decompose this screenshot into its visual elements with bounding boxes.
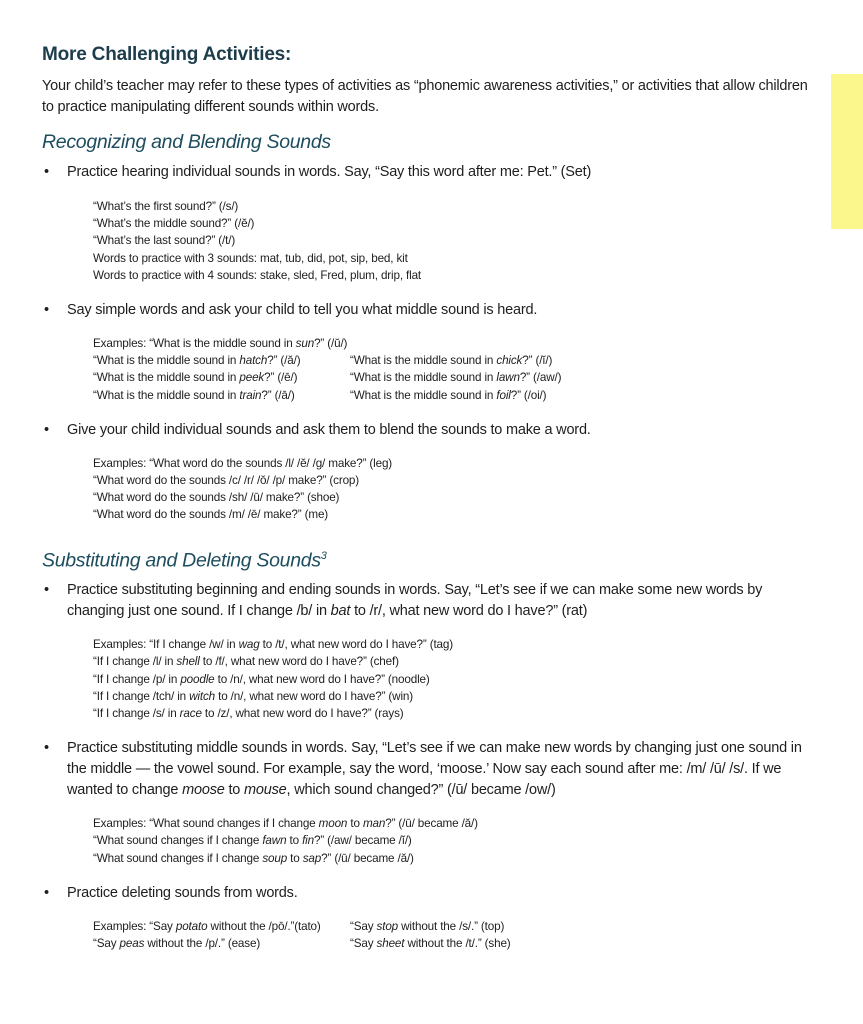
example-text: “What is the middle sound in	[93, 371, 240, 385]
bullet-blending	[42, 420, 822, 441]
example-text: without the /t/.” (she)	[404, 936, 511, 950]
bullet-icon: •	[44, 164, 49, 180]
example-text: Examples: “If I change /w/ in	[93, 638, 239, 652]
bullet-text: Give your child individual sounds and ask them to blend the sounds to make a word.	[67, 421, 591, 438]
examples-middle-substitution	[42, 815, 822, 867]
example-line	[93, 671, 822, 688]
example-word: fawn	[262, 834, 287, 848]
example-text: ?” (/aw/ became /ĭ/)	[313, 834, 412, 848]
example-left	[93, 918, 350, 935]
example-line: “What’s the first sound?” (/s/)	[93, 200, 239, 213]
examples-blending	[42, 455, 822, 524]
example-text: ?” (/ŭ/)	[314, 337, 348, 351]
yellow-side-tab	[831, 74, 863, 229]
example-text: “What sound changes if I change	[93, 851, 263, 865]
example-row	[93, 918, 822, 935]
example-text: to /z/, what new word do I have?” (rays)	[201, 706, 404, 720]
section-heading-substituting	[42, 543, 822, 574]
bullet-icon: •	[44, 302, 49, 319]
example-left	[93, 352, 350, 369]
example-word: poodle	[180, 672, 215, 686]
example-text: to /n/, what new word do I have?” (noodle)	[214, 672, 430, 686]
example-word: witch	[189, 689, 215, 703]
example-word: race	[179, 706, 202, 720]
example-text: without the /p/.” (ease)	[144, 936, 261, 950]
example-text: Examples: “What is the middle sound in	[93, 337, 296, 351]
example-text: “Say	[93, 936, 120, 950]
section-heading-recognizing: Recognizing and Blending Sounds	[42, 131, 331, 153]
example-text: to /f/, what new word do I have?” (chef)	[199, 655, 399, 669]
page-title: More Challenging Activities:	[42, 44, 292, 65]
bullet-hearing-sounds	[42, 162, 822, 183]
bullet-deleting	[42, 883, 822, 904]
example-text: to	[347, 817, 363, 831]
example-text: to /n/, what new word do I have?” (win)	[215, 689, 413, 703]
bullet-icon: •	[44, 582, 49, 599]
example-line	[93, 832, 822, 849]
example-right	[350, 935, 511, 952]
bullet-word: moose	[182, 782, 225, 799]
example-word: sap	[302, 851, 322, 865]
example-text: to	[287, 851, 303, 865]
example-word: chick	[496, 354, 523, 368]
example-line	[93, 815, 822, 832]
example-word: peas	[119, 936, 145, 950]
example-word: peek	[239, 371, 265, 385]
bullet-icon: •	[44, 740, 49, 757]
bullet-middle-substitution	[42, 738, 822, 801]
example-left	[93, 387, 350, 404]
example-word: stop	[376, 919, 399, 933]
example-word: shell	[176, 655, 200, 669]
example-line: Words to practice with 3 sounds: mat, tub, did, pot, sip, bed, kit	[93, 251, 408, 265]
example-row	[93, 352, 822, 369]
example-word: fin	[302, 834, 314, 848]
example-line	[93, 688, 822, 705]
examples-middle-sound	[42, 335, 822, 404]
example-word: wag	[238, 638, 260, 652]
example-text: “What is the middle sound in	[350, 388, 497, 402]
example-row	[93, 387, 822, 404]
example-text: ?” (/ā/)	[261, 388, 295, 402]
bullet-word: bat	[330, 603, 351, 620]
example-word: moon	[318, 817, 348, 831]
example-text: ?” (/ă/)	[267, 354, 301, 368]
bullet-beginning-ending	[42, 580, 822, 622]
example-text: “What is the middle sound in	[350, 371, 497, 385]
example-text: to /t/, what new word do I have?” (tag)	[259, 638, 453, 652]
bullet-text: , which sound changed?” (/ū/ became /ow/)	[286, 782, 556, 799]
example-text: to	[286, 834, 303, 848]
example-text: “What is the middle sound in	[350, 354, 497, 368]
example-right	[350, 387, 546, 404]
example-line: Examples: “What word do the sounds /l/ /ĕ/ /g/ make?” (leg)	[93, 456, 393, 470]
bullet-text: Say simple words and ask your child to tell you what middle sound is heard.	[67, 302, 538, 319]
heading-text: Substituting and Deleting Sounds	[42, 549, 321, 572]
bullet-icon: •	[44, 421, 49, 438]
intro-paragraph: Your child’s teacher may refer to these types of activities as “phonemic awareness activities,” or activities that allow children to practice manipulating different sounds within words.	[42, 78, 808, 115]
example-right	[350, 369, 561, 386]
bullet-text: to /r/, what new word do I have?” (rat)	[350, 603, 588, 620]
example-left	[93, 369, 350, 386]
example-line: “What word do the sounds /sh/ /ū/ make?” (shoe)	[93, 491, 340, 505]
example-text: “What is the middle sound in	[93, 354, 240, 368]
example-row	[93, 935, 822, 952]
example-line	[93, 653, 822, 670]
example-text: ?” (/ū/ became /ă/)	[321, 851, 414, 865]
example-word: lawn	[496, 371, 520, 385]
examples-beginning-ending	[42, 636, 822, 722]
example-text: ?” (/ū/ became /ă/)	[385, 817, 478, 831]
example-line: “What’s the last sound?” (/t/)	[93, 234, 236, 248]
example-text: “If I change /p/ in	[93, 672, 181, 686]
example-line: Words to practice with 4 sounds: stake, sled, Fred, plum, drip, flat	[93, 268, 422, 282]
example-text: ?” (/ĭ/)	[522, 354, 553, 368]
example-left	[93, 935, 350, 952]
example-line	[93, 850, 822, 867]
examples-deleting	[42, 918, 822, 952]
example-right	[350, 918, 504, 935]
bullet-text: Practice hearing individual sounds in words. Say, “Say this word after me: Pet.” (Set)	[67, 164, 592, 180]
example-word: sun	[295, 337, 315, 351]
example-text: Examples: “What sound changes if I change	[93, 817, 319, 831]
example-word: hatch	[239, 354, 268, 368]
example-text: “Say	[350, 936, 377, 950]
example-word: foil	[496, 388, 511, 402]
example-word: potato	[175, 919, 208, 933]
example-line	[93, 705, 822, 722]
example-text: without the /pō/.”(tato)	[207, 919, 321, 933]
example-word: man	[362, 817, 386, 831]
example-word: soup	[262, 851, 288, 865]
bullet-middle-sound	[42, 300, 822, 321]
example-text: “If I change /l/ in	[93, 655, 177, 669]
example-line: “What’s the middle sound?” (/ĕ/)	[93, 217, 255, 231]
bullet-icon: •	[44, 884, 49, 901]
bullet-text: Practice deleting sounds from words.	[67, 884, 298, 901]
example-text: without the /s/.” (top)	[398, 919, 505, 933]
example-text: “If I change /tch/ in	[93, 689, 190, 703]
example-line: “What word do the sounds /c/ /r/ /ŏ/ /p/ make?” (crop)	[93, 474, 360, 488]
page-content	[42, 42, 822, 952]
examples-hearing-sounds	[42, 198, 822, 284]
bullet-text: to	[224, 782, 244, 799]
bullet-word: mouse	[244, 782, 287, 799]
example-text: “Say	[350, 919, 377, 933]
example-text: ?” (/oi/)	[510, 388, 547, 402]
example-text: ?” (/aw/)	[519, 371, 562, 385]
example-text: “If I change /s/ in	[93, 706, 180, 720]
bullet-text: Practice substituting beginning and ending sounds in words. Say, “Let’s see if we can make some new words by changing just one sound. If I change /b/ in	[67, 582, 763, 620]
example-row	[93, 369, 822, 386]
example-line: “What word do the sounds /m/ /ē/ make?” (me)	[93, 508, 329, 522]
footnote-marker: 3	[320, 549, 327, 562]
example-line	[93, 636, 822, 653]
example-right	[350, 352, 552, 369]
example-line	[93, 335, 822, 352]
example-word: sheet	[376, 936, 405, 950]
example-text: “What is the middle sound in	[93, 388, 240, 402]
example-text: “What sound changes if I change	[93, 834, 263, 848]
example-word: train	[239, 388, 262, 402]
example-text: ?” (/ē/)	[264, 371, 298, 385]
example-text: Examples: “Say	[93, 919, 176, 933]
bullet-text: Practice substituting middle sounds in words. Say, “Let’s see if we can make new words by changing just one sound in the middle — the vowel sound. For example, say the word, ‘moose.’ Now say each sound after me: /m/ /ū/ /s/. If we wanted to change	[67, 740, 802, 799]
